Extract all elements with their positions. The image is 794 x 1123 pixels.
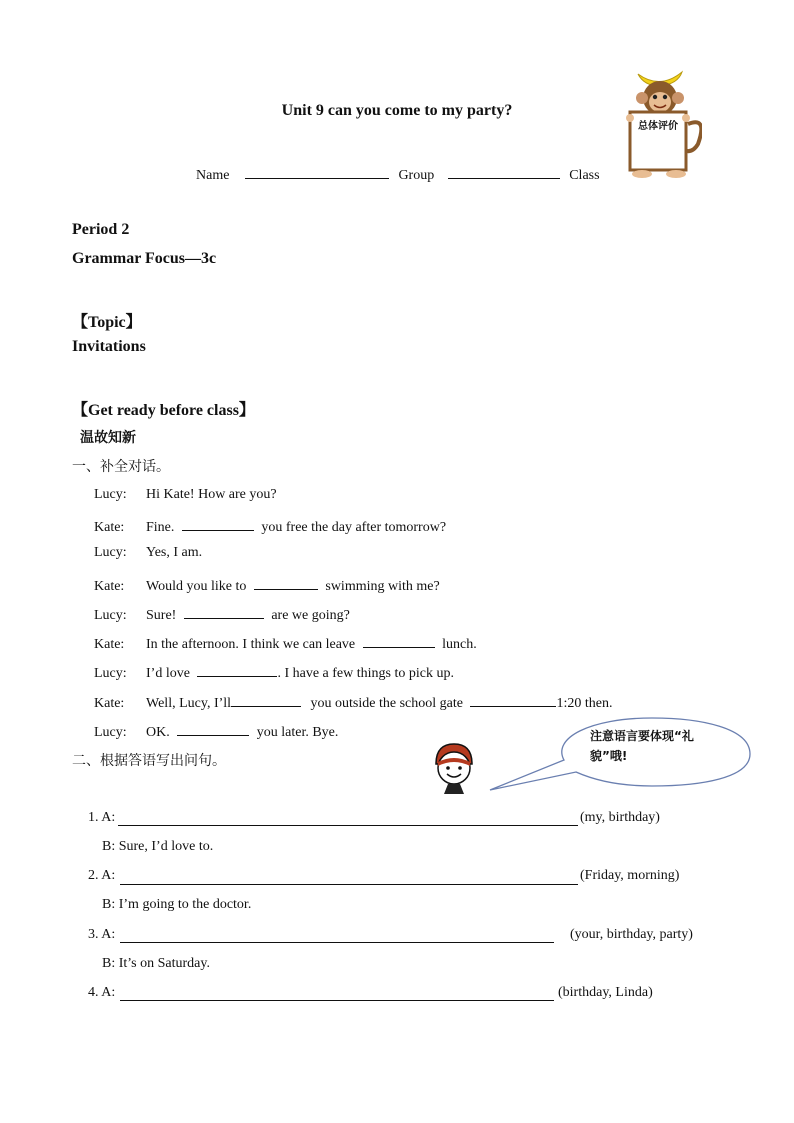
dialogue-line (94, 721, 338, 741)
line-text: Yes, I am. (146, 545, 203, 560)
name-field[interactable] (245, 164, 389, 179)
line-text: Sure! (146, 608, 177, 623)
line-text: you outside the school gate (310, 696, 463, 711)
answer-line[interactable] (118, 825, 578, 826)
blank-field[interactable] (470, 692, 556, 707)
review-heading: 温故知新 (80, 430, 136, 446)
section2-title: 二、根据答语写出问句。 (72, 753, 226, 769)
dialogue-line (94, 604, 350, 624)
dialogue-line (94, 692, 612, 712)
line-text: you later. Bye. (256, 725, 339, 740)
hint-text: (birthday, Linda) (558, 985, 653, 1000)
dialogue-line (94, 545, 202, 561)
question-label: 1. A: (88, 810, 116, 825)
line-text: are we going? (271, 608, 350, 623)
speaker: Kate: (94, 579, 125, 594)
page-title: Unit 9 can you come to my party? (281, 102, 513, 119)
given-answer: B: Sure, I’d love to. (102, 839, 214, 854)
hint-text: (your, birthday, party) (570, 927, 693, 942)
question-label: 4. A: (88, 985, 116, 1000)
blank-field[interactable] (363, 633, 435, 648)
monkey-badge-illustration (618, 64, 702, 182)
line-text: Would you like to (146, 579, 247, 594)
group-field[interactable] (448, 164, 560, 179)
blank-field[interactable] (231, 692, 301, 707)
cartoon-kid-illustration (432, 742, 476, 796)
line-text: Fine. (146, 520, 175, 535)
dialogue-line (94, 516, 446, 536)
class-label: Class (569, 168, 600, 183)
line-text: OK. (146, 725, 170, 740)
group-label: Group (398, 168, 435, 183)
line-text: In the afternoon. I think we can leave (146, 637, 356, 652)
grammar-focus-heading: Grammar Focus—3c (72, 250, 217, 267)
speaker: Lucy: (94, 725, 127, 740)
get-ready-heading: 【Get ready before class】 (72, 402, 255, 419)
line-text: swimming with me? (325, 579, 440, 594)
blank-field[interactable] (254, 575, 318, 590)
line-text: Hi Kate! How are you? (146, 487, 277, 502)
blank-field[interactable] (182, 516, 254, 531)
line-text: Well, Lucy, I’ll (146, 696, 232, 711)
blank-field[interactable] (184, 604, 264, 619)
line-text: 1:20 then. (556, 696, 613, 711)
name-label: Name (196, 168, 230, 183)
answer-line[interactable] (120, 884, 578, 885)
period-heading: Period 2 (72, 221, 130, 238)
speaker: Lucy: (94, 608, 127, 623)
line-text: lunch. (442, 637, 477, 652)
topic-value: Invitations (72, 338, 146, 355)
dialogue-line (94, 662, 454, 682)
line-text: I’d love (146, 666, 190, 681)
dialogue-line (94, 575, 440, 595)
topic-heading: 【Topic】 (72, 314, 142, 331)
blank-field[interactable] (177, 721, 249, 736)
answer-line[interactable] (120, 942, 554, 943)
speech-bubble (486, 714, 752, 794)
speaker: Lucy: (94, 545, 127, 560)
answer-line[interactable] (120, 1000, 554, 1001)
speaker: Lucy: (94, 666, 127, 681)
line-text: you free the day after tomorrow? (261, 520, 447, 535)
speaker: Kate: (94, 637, 125, 652)
given-answer: B: It’s on Saturday. (102, 956, 210, 971)
hint-text: (my, birthday) (580, 810, 660, 825)
section1-title: 一、补全对话。 (72, 459, 170, 475)
blank-field[interactable] (197, 662, 277, 677)
speaker: Kate: (94, 520, 125, 535)
question-label: 2. A: (88, 868, 116, 883)
dialogue-line (94, 633, 477, 653)
hint-text: (Friday, morning) (580, 868, 680, 883)
question-label: 3. A: (88, 927, 116, 942)
speech-bubble-text: 注意语言要体现“礼貌”哦! (590, 729, 694, 763)
header-fields (196, 164, 600, 184)
badge-label: 总体评价 (638, 121, 678, 132)
given-answer: B: I’m going to the doctor. (102, 897, 252, 912)
line-text: . I have a few things to pick up. (277, 666, 454, 681)
speaker: Lucy: (94, 487, 127, 502)
speaker: Kate: (94, 696, 125, 711)
dialogue-line (94, 487, 277, 503)
